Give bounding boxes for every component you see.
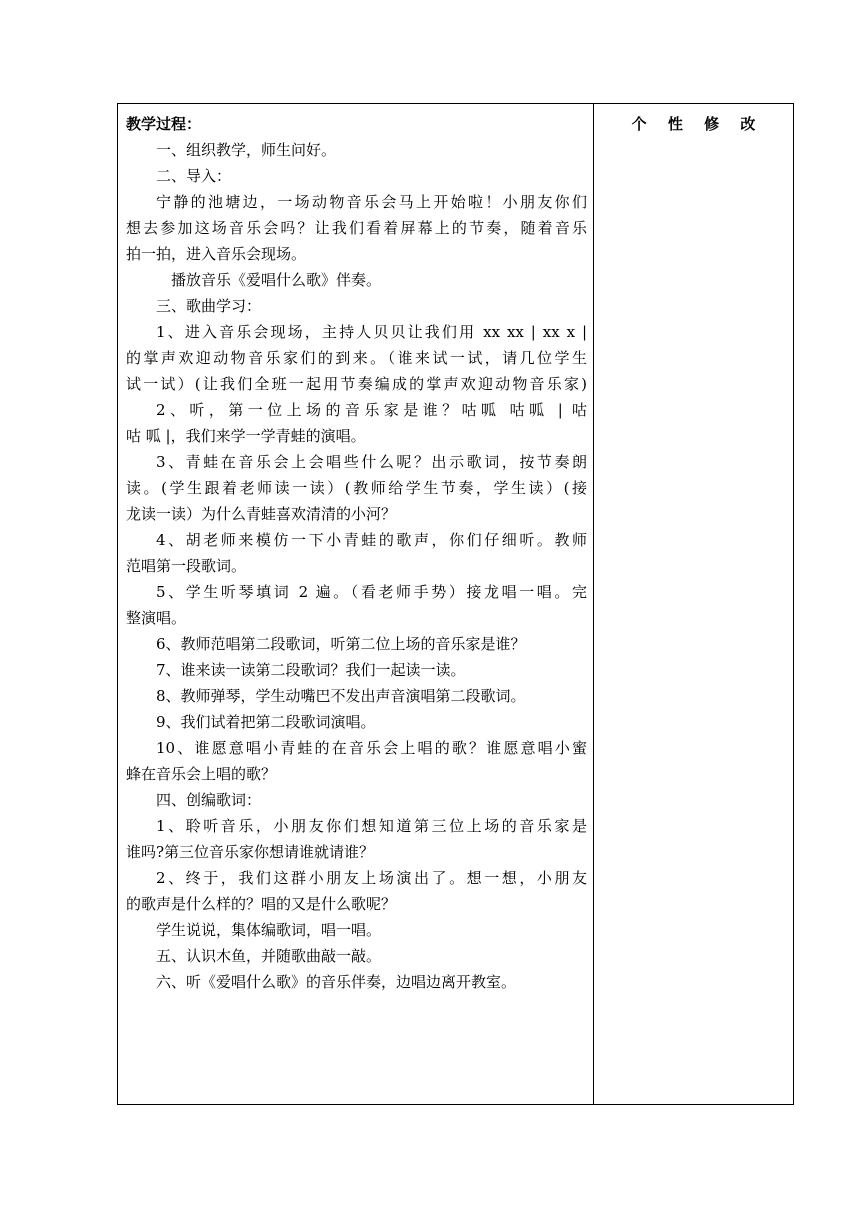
content-line: 拍一拍，进入音乐会现场。 xyxy=(126,245,307,263)
content-line: 整演唱。 xyxy=(126,609,187,627)
content-line: 2、听，第一位上场的音乐家是谁？咕呱 咕呱 | 咕 xyxy=(156,401,587,419)
content-line: 7、谁来读一读第二段歌词？我们一起读一读。 xyxy=(156,661,466,679)
content-line: 3、青蛙在音乐会上会唱些什么呢？出示歌词，按节奏朗 xyxy=(156,453,587,471)
content-line: 想去参加这场音乐会吗？让我们看着屏幕上的节奏，随着音乐 xyxy=(126,219,587,237)
revision-notes-title: 个 性 修 改 xyxy=(631,115,764,133)
content-line: 谁吗?第三位音乐家你想请谁就请谁？ xyxy=(126,843,375,861)
content-line: 四、创编歌词： xyxy=(156,791,262,809)
content-line: 咕 呱 |，我们来学一学青蛙的演唱。 xyxy=(126,427,366,445)
teaching-process-heading: 教学过程： xyxy=(126,115,202,133)
teaching-process-cell xyxy=(118,104,594,1104)
content-line: 1、聆听音乐，小朋友你们想知道第三位上场的音乐家是 xyxy=(156,817,587,835)
content-line: 三、歌曲学习： xyxy=(156,297,262,315)
content-line: 1、进入音乐会现场，主持人贝贝让我们用 xx xx | xx x | xyxy=(156,323,587,341)
content-line: 9、我们试着把第二段歌词演唱。 xyxy=(156,713,376,731)
content-line: 5、学生听琴填词 2 遍。（看老师手势）接龙唱一唱。完 xyxy=(156,583,587,601)
content-line: 读。(学生跟着老师读一读）(教师给学生节奏，学生读）(接 xyxy=(126,479,587,497)
content-line: 10、谁愿意唱小青蛙的在音乐会上唱的歌？谁愿意唱小蜜 xyxy=(156,739,587,757)
content-line: 播放音乐《爱唱什么歌》伴奏。 xyxy=(171,271,382,289)
content-line: 的歌声是什么样的？唱的又是什么歌呢？ xyxy=(126,895,397,913)
content-line: 一、组织教学，师生问好。 xyxy=(156,141,337,159)
revision-notes-cell xyxy=(594,104,793,1104)
lesson-plan-table xyxy=(117,103,794,1105)
content-line: 2、终于，我们这群小朋友上场演出了。想一想，小朋友 xyxy=(156,869,587,887)
content-line: 试一试）(让我们全班一起用节奏编成的掌声欢迎动物音乐家) xyxy=(126,375,587,393)
content-line: 蜂在音乐会上唱的歌？ xyxy=(126,765,277,783)
content-line: 五、认识木鱼，并随歌曲敲一敲。 xyxy=(156,947,382,965)
content-line: 的掌声欢迎动物音乐家们的到来。（谁来试一试，请几位学生 xyxy=(126,349,587,367)
content-line: 宁静的池塘边，一场动物音乐会马上开始啦！小朋友你们 xyxy=(156,193,587,211)
content-line: 范唱第一段歌词。 xyxy=(126,557,247,575)
content-line: 4、胡老师来模仿一下小青蛙的歌声，你们仔细听。教师 xyxy=(156,531,587,549)
content-line: 六、听《爱唱什么歌》的音乐伴奏，边唱边离开教室。 xyxy=(156,973,517,991)
content-line: 二、导入： xyxy=(156,167,232,185)
content-line: 6、教师范唱第二段歌词，听第二位上场的音乐家是谁？ xyxy=(156,635,526,653)
content-line: 8、教师弹琴，学生动嘴巴不发出声音演唱第二段歌词。 xyxy=(156,687,526,705)
content-line: 学生说说，集体编歌词，唱一唱。 xyxy=(156,921,382,939)
teaching-process-content xyxy=(126,137,587,995)
content-line: 龙读一读）为什么青蛙喜欢清清的小河？ xyxy=(126,505,397,523)
